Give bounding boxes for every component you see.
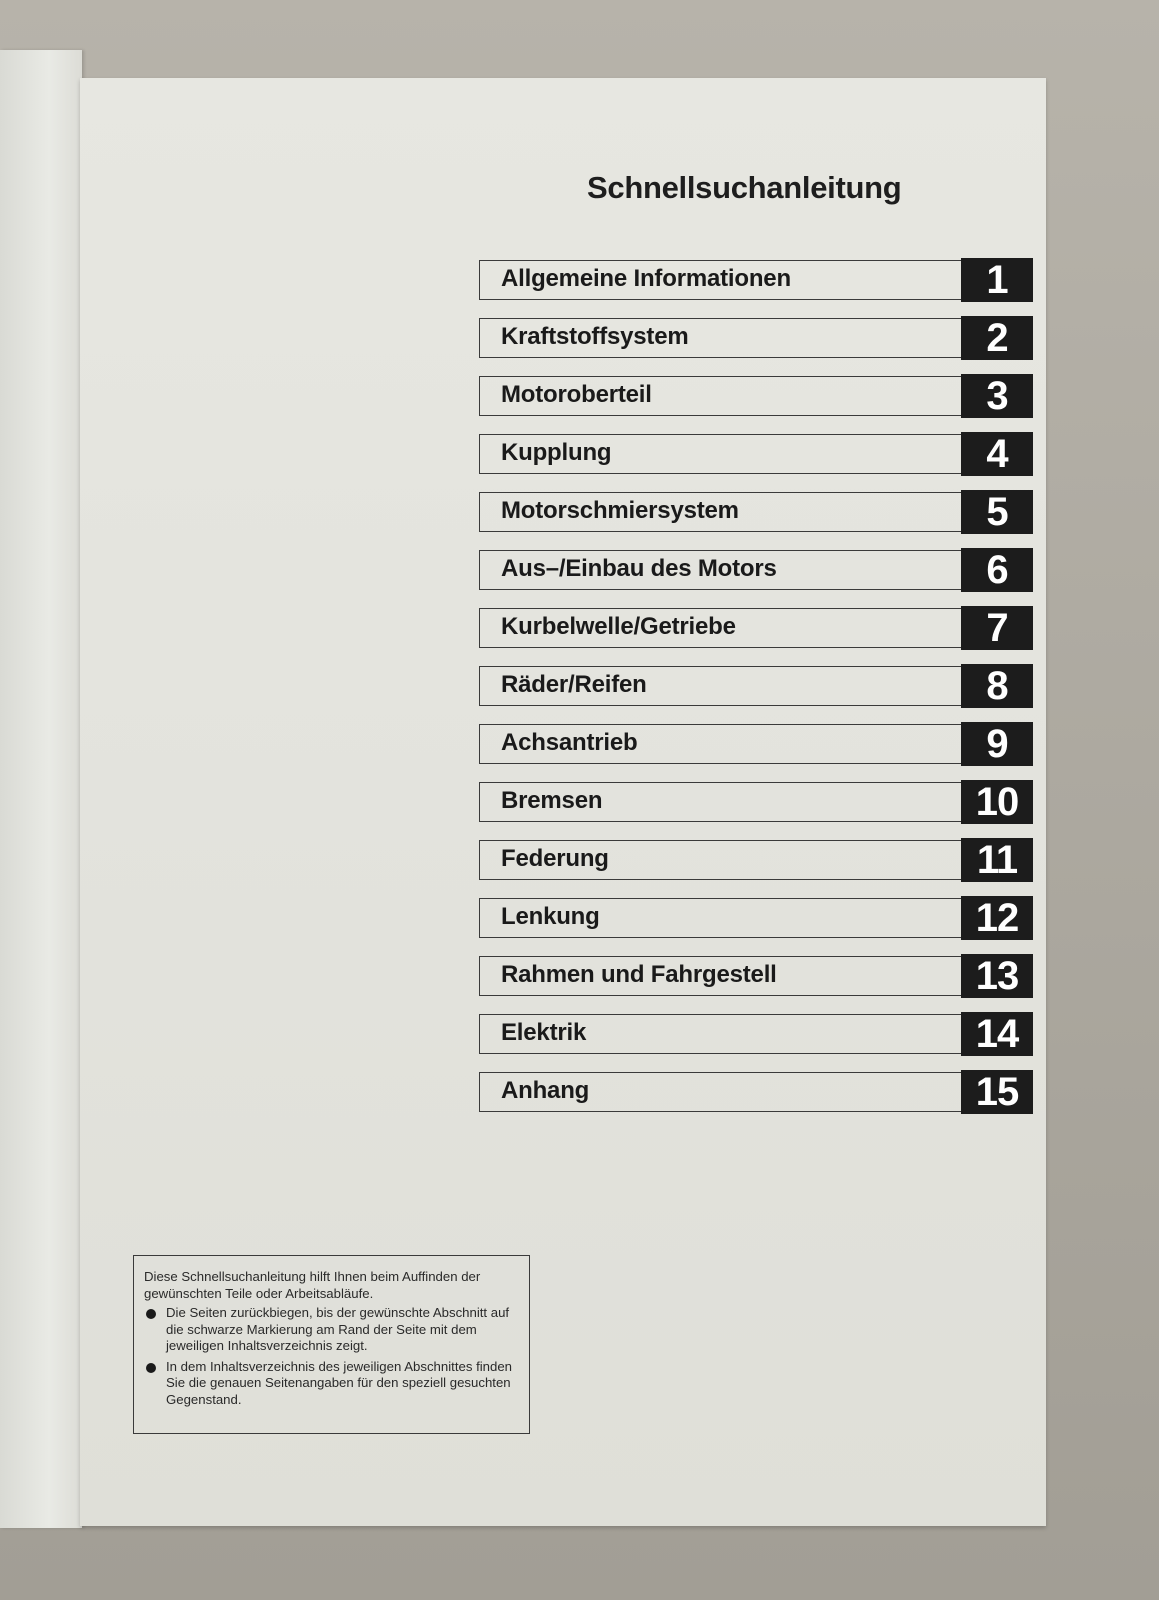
- section-tab[interactable]: 4: [961, 432, 1033, 476]
- section-tab[interactable]: 13: [961, 954, 1033, 998]
- toc-item-kurbelwelle-getriebe[interactable]: [479, 608, 1038, 652]
- toc-label: Federung: [501, 845, 609, 872]
- note-bullet-text: Die Seiten zurückbiegen, bis der gewünschte Abschnitt auf die schwarze Markierung am Rand der Seite mit dem jeweiligen Inhaltsverzeichnis zeigt.: [166, 1305, 510, 1353]
- bullet-dot-icon: [146, 1363, 156, 1373]
- section-tab[interactable]: 10: [961, 780, 1033, 824]
- quick-index: [479, 260, 1038, 1130]
- section-tab[interactable]: 11: [961, 838, 1033, 882]
- section-tab[interactable]: 9: [961, 722, 1033, 766]
- instruction-note: [133, 1255, 530, 1434]
- toc-label: Elektrik: [501, 1019, 587, 1046]
- toc-item-kraftstoffsystem[interactable]: [479, 318, 1038, 362]
- toc-label: Kupplung: [501, 439, 612, 466]
- toc-item-achsantrieb[interactable]: [479, 724, 1038, 768]
- page-title: Schnellsuchanleitung: [587, 170, 902, 205]
- bullet-dot-icon: [146, 1309, 156, 1319]
- section-tab[interactable]: 12: [961, 896, 1033, 940]
- toc-label: Allgemeine Informationen: [501, 265, 791, 292]
- toc-item-rahmen-und-fahrgestell[interactable]: [479, 956, 1038, 1000]
- note-intro: Diese Schnellsuchanleitung hilft Ihnen beim Auffinden der gewünschten Teile oder Arbeitsabläufe.: [144, 1269, 481, 1301]
- toc-item-anhang[interactable]: [479, 1072, 1038, 1116]
- toc-item-ausbau-des-motors[interactable]: [479, 550, 1038, 594]
- toc-label: Motorschmiersystem: [501, 497, 739, 524]
- section-tab[interactable]: 1: [961, 258, 1033, 302]
- toc-label: Aus–/Einbau des Motors: [501, 555, 777, 582]
- toc-item-motorschmiersystem[interactable]: [479, 492, 1038, 536]
- section-tab[interactable]: 3: [961, 374, 1033, 418]
- toc-label: Bremsen: [501, 787, 603, 814]
- section-tab[interactable]: 5: [961, 490, 1033, 534]
- section-tab[interactable]: 14: [961, 1012, 1033, 1056]
- section-tab[interactable]: 8: [961, 664, 1033, 708]
- toc-item-kupplung[interactable]: [479, 434, 1038, 478]
- note-bullet: [144, 1305, 519, 1355]
- toc-item-bremsen[interactable]: [479, 782, 1038, 826]
- toc-item-elektrik[interactable]: [479, 1014, 1038, 1058]
- toc-label: Motoroberteil: [501, 381, 652, 408]
- section-tab[interactable]: 6: [961, 548, 1033, 592]
- toc-item-federung[interactable]: [479, 840, 1038, 884]
- toc-item-motoroberteil[interactable]: [479, 376, 1038, 420]
- toc-label: Kurbelwelle/Getriebe: [501, 613, 736, 640]
- toc-label: Rahmen und Fahrgestell: [501, 961, 777, 988]
- left-page-edge: [0, 50, 82, 1528]
- note-bullet: [144, 1359, 519, 1409]
- section-tab[interactable]: 2: [961, 316, 1033, 360]
- toc-label: Kraftstoffsystem: [501, 323, 689, 350]
- toc-label: Räder/Reifen: [501, 671, 647, 698]
- toc-label: Anhang: [501, 1077, 590, 1104]
- note-bullet-text: In dem Inhaltsverzeichnis des jeweiligen Abschnittes finden Sie die genauen Seitenangaben für den speziell gesuchten Gegenstand.: [166, 1358, 513, 1407]
- section-tab[interactable]: 15: [961, 1070, 1033, 1114]
- toc-item-allgemeine-informationen[interactable]: [479, 260, 1038, 304]
- toc-item-lenkung[interactable]: [479, 898, 1038, 942]
- section-tab[interactable]: 7: [961, 606, 1033, 650]
- toc-item-raeder-reifen[interactable]: [479, 666, 1038, 710]
- toc-label: Achsantrieb: [501, 729, 638, 756]
- toc-label: Lenkung: [501, 903, 600, 930]
